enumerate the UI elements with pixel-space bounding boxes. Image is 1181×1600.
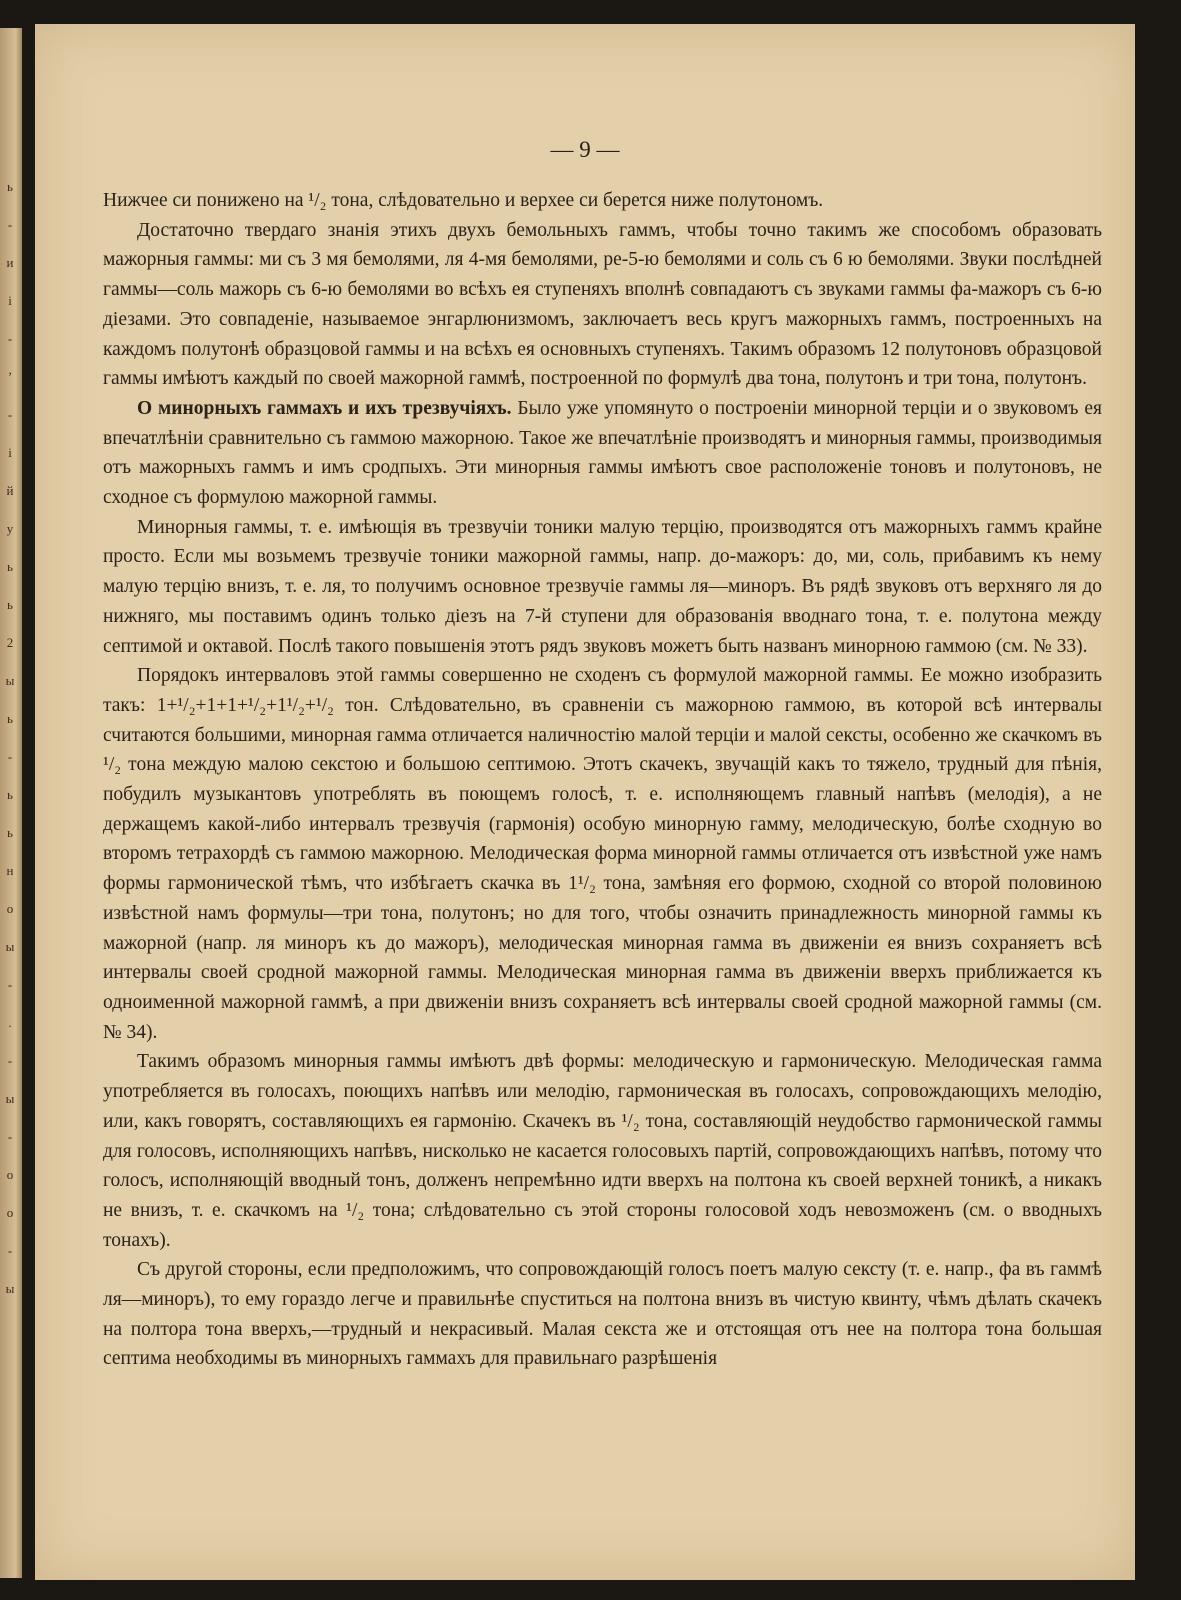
- margin-mark: -: [7, 1053, 13, 1068]
- margin-mark: о: [6, 901, 14, 916]
- margin-mark: й: [6, 483, 14, 498]
- margin-mark: ’: [7, 369, 13, 384]
- section-heading: О минорныхъ гаммахъ и ихъ трезвучіяхъ.: [137, 397, 512, 419]
- paragraph-3-text: Было уже упомянуто о построеніи минорной терціи и о звуковомъ ея впечатлѣніи сравнительно съ гаммою мажорною. Такое же впечатлѣніе производятъ и минорныя гаммы, производимыя отъ мажорныхъ гаммъ и имъ сродпыхъ. Эти минорныя гаммы имѣютъ свое расположеніе тоновъ и полутоновъ, не сходное съ формулою мажорной гаммы.: [103, 397, 1102, 509]
- margin-mark: ь: [7, 597, 13, 612]
- margin-mark: -: [7, 331, 13, 346]
- paragraph-4: Минорныя гаммы, т. е. имѣющія въ трезвучіи тоники малую терцію, производятся отъ мажорныхъ гаммъ крайне просто. Если мы возьмемъ трезвучіе тоники мажорной гаммы, напр. до-мажоръ: до, ми, соль, прибавимъ къ нему малую терцію внизъ, т. е. ля, то получимъ основное трезвучіе гаммы ля—миноръ. Въ рядѣ звуковъ отъ верхняго ля до нижняго, мы поставимъ одинъ только діезъ на 7-й ступени для образованія вводнаго тона, т. е. полутона между септимой и октавой. Послѣ такого повышенія этотъ рядъ звуковъ можетъ быть названъ минорною гаммою (см. № 33).: [103, 516, 1102, 657]
- margin-mark: о: [6, 1167, 14, 1182]
- paragraph-7: Съ другой стороны, если предположимъ, что сопровождающій голосъ поетъ малую сексту (т. е. напр., фа въ гаммѣ ля—миноръ), то ему гораздо легче и правильнѣе спуститься на полтона внизъ въ чистую квинту, чѣмъ дѣлать скачекъ на полтора тона вверхъ,—трудный и некрасивый. Малая секста же и отстоящая отъ нее на полтора тона большая септима необходимы въ минорныхъ гаммахъ для правильнаго разрѣшенія: [103, 1259, 1102, 1370]
- margin-mark: ы: [5, 1281, 15, 1296]
- book-page: [35, 24, 1135, 1580]
- margin-mark: ь: [7, 825, 13, 840]
- margin-mark: .: [8, 1015, 12, 1030]
- paragraph-5: Порядокъ интерваловъ этой гаммы совершенно не сходенъ съ формулой мажорной гаммы. Ее можно изобразить такъ: 1+¹/₂+1+1+¹/₂+1¹/₂+¹/₂ тон. Слѣдовательно, въ сравненіи съ мажорною гаммою, въ которой всѣ интервалы считаются большими, минорная гамма отличается наличностію малой терціи и малой сексты, особенно же скачкомъ въ ¹/₂ тона междую малою секстою и большою септимою. Этотъ скачекъ, звучащій какъ то тяжело, трудный для пѣнія, побудилъ музыкантовъ употреблять въ поющемъ голосѣ, т. е. исполняющемъ главный напѣвъ (мелодія), а не держащемъ какой-либо интервалъ трезвучія (гармонія) особую минорную гамму, мелодическую, болѣе сходную во второмъ тетрахордѣ съ гаммою мажорною. Мелодическая форма минорной гаммы отличается отъ извѣстной уже намъ формы гармонической тѣмъ, что избѣгаетъ скачка въ 1¹/₂ тона, замѣняя его формою, сходной со второй половиною извѣстной намъ формулы—три тона, полутонъ; но для того, чтобы означить принадлежность минорной гаммы къ мажорной (напр. ля миноръ къ до мажоръ), мелодическая минорная гамма въ движеніи ея внизъ сохраняетъ всѣ интервалы своей сродной мажорной гаммы. Мелодическая минорная гамма въ движеніи вверхъ приближается къ одноименной мажорной гаммѣ, а при движеніи внизъ сохраняетъ всѣ интервалы своей сродной мажорной гаммы (см. № 34).: [103, 665, 1102, 1043]
- margin-mark: і: [8, 293, 12, 308]
- paragraph-3: [103, 394, 1102, 513]
- margin-mark: ь: [7, 787, 13, 802]
- margin-mark: 2: [6, 635, 14, 650]
- margin-mark: -: [7, 217, 13, 232]
- margin-mark: ь: [7, 179, 13, 194]
- margin-mark: у: [6, 521, 14, 536]
- margin-mark: -: [7, 407, 13, 422]
- margin-mark: н: [6, 863, 14, 878]
- margin-mark: -: [7, 749, 13, 764]
- margin-mark: і: [8, 445, 12, 460]
- page-number: — 9 —: [550, 137, 620, 162]
- margin-mark: ы: [5, 939, 15, 954]
- margin-mark: ь: [7, 559, 13, 574]
- body-text: [103, 186, 1102, 1374]
- paragraph-1: Нижчее си понижено на ¹/₂ тона, слѣдовательно и верхее си берется ниже полутономъ.: [103, 190, 824, 211]
- margin-mark: -: [7, 977, 13, 992]
- margin-mark: -: [7, 1243, 13, 1258]
- margin-mark: -: [7, 1129, 13, 1144]
- margin-mark: и: [6, 255, 14, 270]
- margin-mark: ы: [5, 1091, 15, 1106]
- paragraph-6: Такимъ образомъ минорныя гаммы имѣютъ двѣ формы: мелодическую и гармоническую. Мелодическая гамма употребляется въ голосахъ, поющихъ напѣвъ или мелодію, гармоническая въ голосахъ, сопровождающихъ мелодію, или, какъ говорятъ, составляющихъ ея гармонію. Скачекъ въ ¹/₂ тона, составляющій неудобство гармонической гаммы для голосовъ, исполняющихъ напѣвъ, нисколько не касается голосовыхъ партій, сопровождающихъ напѣвъ, потому что голосъ, исполняющій вводный тонъ, долженъ непремѣнно идти вверхъ на полтона къ своей верхней тоникѣ, а никакъ не внизъ, т. е. скачкомъ на ¹/₂ тона; слѣдовательно съ этой стороны голосовой ходъ невозможенъ (см. о вводныхъ тонахъ).: [103, 1051, 1102, 1251]
- margin-mark: ы: [5, 673, 15, 688]
- margin-mark: ь: [7, 711, 13, 726]
- paragraph-2: Достаточно твердаго знанія этихъ двухъ бемольныхъ гаммъ, чтобы точно такимъ же способомъ образовать мажорныя гаммы: ми съ 3 мя бемолями, ля 4-мя бемолями, ре-5-ю бемолями и соль съ 6 ю бемолями. Звуки послѣдней гаммы—соль мажорь съ 6-ю бемолями во всѣхъ ея ступеняхъ вполнѣ совпадаютъ съ звуками гаммы фа-мажоръ съ 6-ю діезами. Это совпаденіе, называемое энгарлюнизмомъ, заключаетъ весь кругъ мажорныхъ гаммъ, построенныхъ на каждомъ полутонѣ образцовой гаммы и на всѣхъ ея основныхъ ступеняхъ. Такимъ образомъ 12 полутоновъ образцовой гаммы имѣютъ каждый по своей мажорной гаммѣ, построенной по формулѣ два тона, полутонъ и три тона, полутонъ.: [103, 219, 1102, 390]
- margin-mark: о: [6, 1205, 14, 1220]
